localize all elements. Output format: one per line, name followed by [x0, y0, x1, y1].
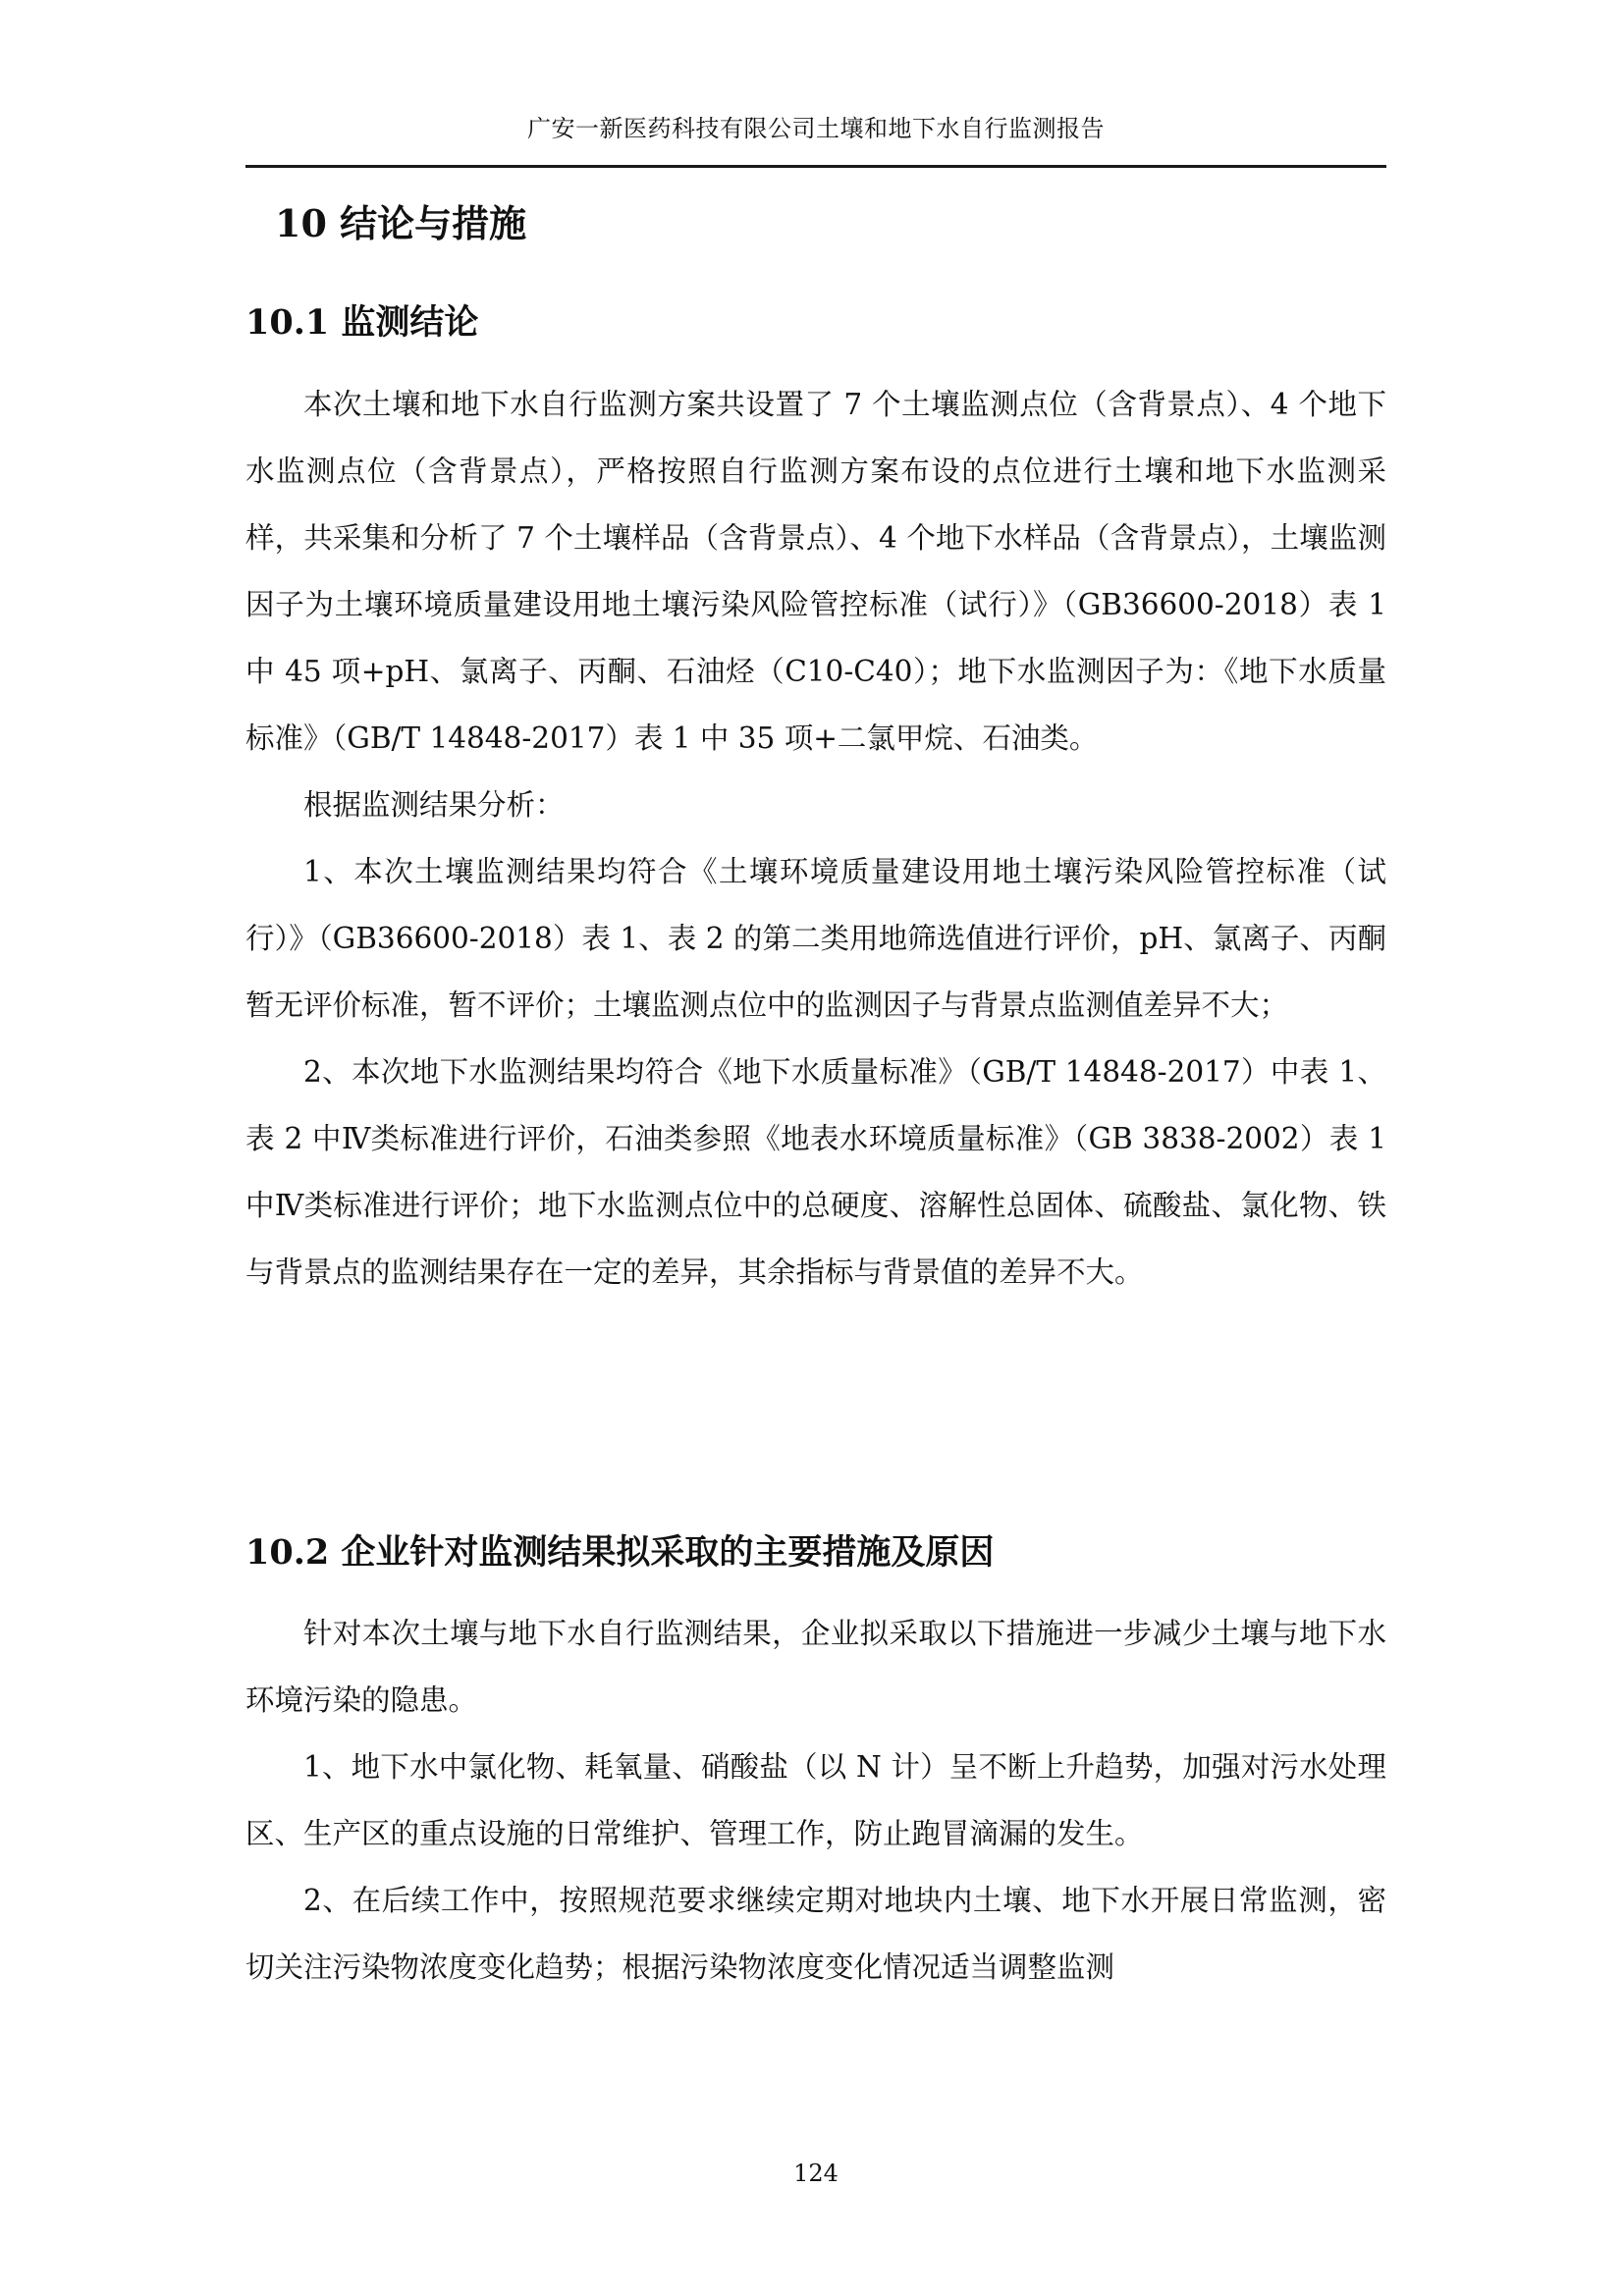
section-body-measures [245, 1600, 1386, 2001]
paragraph-analysis-intro: 根据监测结果分析： [303, 788, 565, 822]
page-number: 124 [793, 2160, 839, 2187]
chapter-title: 10 结论与措施 [275, 201, 527, 245]
section-title-measures: 10.2 企业针对监测结果拟采取的主要措施及原因 [245, 1532, 995, 1573]
section-title-monitoring-conclusion: 10.1 监测结论 [245, 302, 479, 343]
paragraph-soil-results: 1、本次土壤监测结果均符合《土壤环境质量建设用地土壤污染风险管控标准（试行）》（GB36600-2018）表 1、表 2 的第二类用地筛选值进行评价，pH、氯离子、丙酮暂无评价标准，暂不评价；土壤监测点位中的监测因子与背景点监测值差异不大； [245, 855, 1386, 1022]
paragraph-monitoring-overview: 本次土壤和地下水自行监测方案共设置了 7 个土壤监测点位（含背景点）、4 个地下水监测点位（含背景点），严格按照自行监测方案布设的点位进行土壤和地下水监测采样，共采集和分析了 7 个土壤样品（含背景点）、4 个地下水样品（含背景点），土壤监测因子为土壤环境质量建设用地土壤污染风险管控标准（试行）》（GB36600-2018）表 1 中 45 项+pH、氯离子、丙酮、石油烃（C10-C40）；地下水监测因子为：《地下水质量标准》（GB/T 14848-2017）表 1 中 35 项+二氯甲烷、石油类。 [245, 388, 1386, 755]
paragraph-measure-1: 1、地下水中氯化物、耗氧量、硝酸盐（以 N 计）呈不断上升趋势，加强对污水处理区、生产区的重点设施的日常维护、管理工作，防止跑冒滴漏的发生。 [245, 1750, 1386, 1850]
section-body-monitoring-conclusion [245, 371, 1386, 1306]
page-header: 广安一新医药科技有限公司土壤和地下水自行监测报告 [527, 115, 1105, 142]
header-rule [245, 165, 1386, 168]
paragraph-measure-2: 2、在后续工作中，按照规范要求继续定期对地块内土壤、地下水开展日常监测，密切关注污染物浓度变化趋势；根据污染物浓度变化情况适当调整监测 [245, 1884, 1386, 1984]
paragraph-measures-intro: 针对本次土壤与地下水自行监测结果，企业拟采取以下措施进一步减少土壤与地下水环境污染的隐患。 [245, 1617, 1386, 1717]
paragraph-groundwater-results: 2、本次地下水监测结果均符合《地下水质量标准》（GB/T 14848-2017）中表 1、表 2 中Ⅳ类标准进行评价，石油类参照《地表水环境质量标准》（GB 3838-2002）表 1 中Ⅳ类标准进行评价；地下水监测点位中的总硬度、溶解性总固体、硫酸盐、氯化物、铁与背景点的监测结果存在一定的差异，其余指标与背景值的差异不大。 [245, 1055, 1386, 1289]
